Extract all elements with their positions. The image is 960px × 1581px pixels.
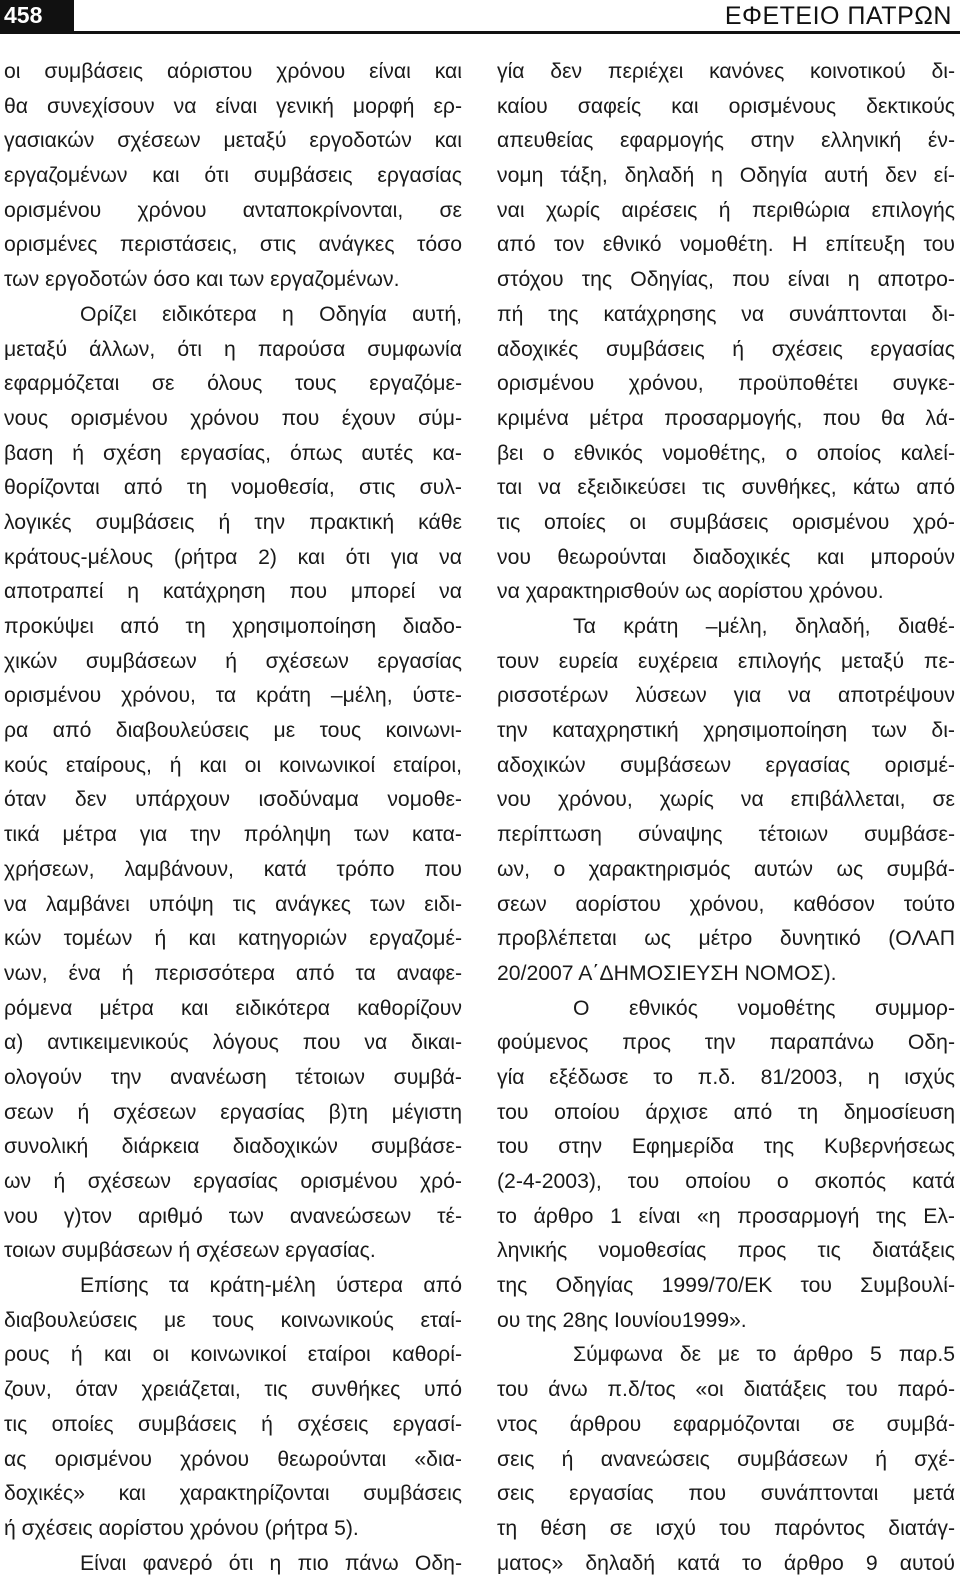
text-line: εφαρμόζεται σε όλους τους εργαζόμε- xyxy=(4,372,462,396)
text-line: σεων αορίστου χρόνου, καθόσον τούτο xyxy=(497,892,955,916)
text-line: τις οποίες συμβάσεις ή σχέσεις εργασί- xyxy=(4,1412,462,1436)
right-column xyxy=(497,55,955,1581)
text-line: αποτραπεί η κατάχρηση που μπορεί να xyxy=(4,580,462,604)
text-line: ρα από διαβουλεύσεις με τους κοινωνι- xyxy=(4,719,462,743)
text-line: Τα κράτη –μέλη, δηλαδή, διαθέ- xyxy=(573,615,955,638)
text-line: Είναι φανερό ότι η πιο πάνω Οδη- xyxy=(80,1551,462,1575)
text-line: Επίσης τα κράτη-μέλη ύστερα από xyxy=(80,1274,462,1298)
text-line: γία εξέδωσε το π.δ. 81/2003, η ισχύς xyxy=(497,1065,955,1089)
text-line: οι συμβάσεις αόριστου χρόνου είναι και xyxy=(4,60,462,83)
text-line: αδοχικές συμβάσεις ή σχέσεις εργασίας xyxy=(497,337,955,361)
text-line: τικά μέτρα για την πρόληψη των κατα- xyxy=(4,823,462,847)
text-line: του άνω π.δ/τος «οι διατάξεις του παρό- xyxy=(497,1378,955,1402)
text-line: ή σχέσεις αορίστου χρόνου (ρήτρα 5). xyxy=(4,1516,359,1540)
text-line: εργαζομένων και ότι συμβάσεις εργασίας xyxy=(4,164,462,188)
text-line: αδοχικών συμβάσεων εργασίας ορισμέ- xyxy=(497,753,955,777)
text-line: μεταξύ άλλων, ότι η παρούσα συμφωνία xyxy=(4,337,462,361)
header-rule xyxy=(0,31,960,34)
text-line: ας ορισμένου χρόνου θεωρούνται «δια- xyxy=(4,1447,462,1471)
text-line: δοχικές» και χαρακτηρίζονται συμβάσεις xyxy=(4,1482,462,1506)
text-line: ντος άρθρου εφαρμόζονται σε συμβά- xyxy=(497,1412,955,1436)
page-header xyxy=(0,0,960,40)
text-line: α) αντικειμενικούς λόγους που να δικαι- xyxy=(4,1031,462,1055)
text-line: λογικές συμβάσεις ή την πρακτική κάθε xyxy=(4,510,462,534)
text-line: γία δεν περιέχει κανόνες κοινοτικού δι- xyxy=(497,60,955,83)
text-line: γασιακών σχέσεων μεταξύ εργοδοτών και xyxy=(4,129,462,153)
text-line: φούμενος προς την παραπάνω Οδη- xyxy=(497,1031,955,1055)
text-line: να λαμβάνει υπόψη τις ανάγκες των ειδι- xyxy=(4,892,462,916)
text-line: Ο εθνικός νομοθέτης συμμορ- xyxy=(573,996,955,1020)
text-line: ορισμένου χρόνου, τα κράτη –μέλη, ύστε- xyxy=(4,684,462,708)
text-line: βει ο εθνικός νομοθέτης, ο οποίος καλεί- xyxy=(497,441,955,465)
text-line: ζουν, όταν χρειάζεται, τις συνθήκες υπό xyxy=(4,1378,462,1402)
text-line: Ορίζει ειδικότερα η Οδηγία αυτή, xyxy=(80,302,462,326)
text-line: ορισμένες περιστάσεις, στις ανάγκες τόσο xyxy=(4,233,462,257)
text-line: 20/2007 Α΄ΔΗΜΟΣΙΕΥΣΗ ΝΟΜΟΣ). xyxy=(497,961,837,985)
text-line: τις οποίες οι συμβάσεις ορισμένου χρό- xyxy=(497,510,955,534)
text-line: νομη τάξη, δηλαδή η Οδηγία αυτή δεν εί- xyxy=(497,164,955,188)
text-line: από τον εθνικό νομοθέτη. Η επίτευξη του xyxy=(497,233,955,257)
text-line: νου γ)τον αριθμό των ανανεώσεων τέ- xyxy=(4,1204,462,1228)
left-column xyxy=(4,55,462,1581)
text-line: ων, ο χαρακτηρισμός αυτών ως συμβά- xyxy=(497,857,955,881)
text-line: ται να εξειδικεύσει τις συνθήκες, κάτω από xyxy=(497,476,955,500)
text-line: σεων ή σχέσεων εργασίας β)τη μέγιστη xyxy=(4,1100,462,1124)
text-line: κράτους-μέλους (ρήτρα 2) και ότι για να xyxy=(4,545,462,569)
text-line: διαβουλεύσεις με τους κοινωνικούς εταί- xyxy=(4,1308,462,1332)
text-line: ου της 28ης Ιουνίου1999». xyxy=(497,1308,747,1332)
text-line: την καταχρηστική χρησιμοποίηση των δι- xyxy=(497,719,955,743)
text-line: νους ορισμένου χρόνου που έχουν σύμ- xyxy=(4,406,462,430)
text-line: σεις εργασίας που συνάπτονται μετά xyxy=(497,1482,955,1506)
text-line: προβλέπεται ως μέτρο δυνητικό (ΟΛΑΠ xyxy=(497,927,955,951)
text-line: κών τομέων ή και κατηγοριών εργαζομέ- xyxy=(4,927,462,951)
running-head: ΕΦΕΤΕΙΟ ΠΑΤΡΩΝ xyxy=(724,2,952,30)
text-line: κριμένα μέτρα προσαρμογής, που θα λά- xyxy=(497,406,955,430)
text-line: τουν ευρεία ευχέρεια επιλογής μεταξύ πε- xyxy=(497,649,955,673)
text-line: τη θέση σε ισχύ του παρόντος διατάγ- xyxy=(497,1516,955,1540)
text-line: τοιων συμβάσεων ή σχέσεων εργασίας. xyxy=(4,1239,376,1263)
text-line: θορίζονται από τη νομοθεσία, στις συλ- xyxy=(4,476,462,500)
text-line: προκύψει από τη χρησιμοποίηση διαδο- xyxy=(4,615,462,638)
text-line: συνολική διάρκεια διαδοχικών συμβάσε- xyxy=(4,1135,462,1159)
text-line: του οποίου άρχισε από τη δημοσίευση xyxy=(497,1100,955,1124)
text-line: χικών συμβάσεων ή σχέσεων εργασίας xyxy=(4,649,462,673)
text-line: ρόμενα μέτρα και ειδικότερα καθορίζουν xyxy=(4,996,462,1020)
text-line: περίπτωση σύναψης τέτοιων συμβάσε- xyxy=(497,823,955,847)
text-line: των εργοδοτών όσο και των εργαζομένων. xyxy=(4,268,400,292)
text-line: νου θεωρούνται διαδοχικές και μπορούν xyxy=(497,545,955,569)
text-line: ρισσοτέρων λύσεων για να αποτρέψουν xyxy=(497,684,955,708)
text-line: χρήσεων, λαμβάνουν, κατά τρόπο που xyxy=(4,857,462,881)
text-line: ορισμένου χρόνου ανταποκρίνονται, σε xyxy=(4,198,462,222)
text-line: βαση ή σχέση εργασίας, όπως αυτές κα- xyxy=(4,441,462,465)
text-line: απευθείας εφαρμογής στην ελληνική έν- xyxy=(497,129,955,153)
text-line: ολογούν την ανανέωση τέτοιων συμβά- xyxy=(4,1065,462,1089)
text-line: το άρθρο 1 είναι «η προσαρμογή της Ελ- xyxy=(497,1204,955,1228)
page-number: 458 xyxy=(0,0,74,31)
text-line: κούς εταίρους, ή και οι κοινωνικοί εταίροι, xyxy=(4,753,462,777)
text-line: ων ή σχέσεων εργασίας ορισμένου χρό- xyxy=(4,1170,462,1193)
text-line: της Οδηγίας 1999/70/ΕΚ του Συμβουλί- xyxy=(497,1274,955,1298)
text-line: νων, ένα ή περισσότερα από τα αναφε- xyxy=(4,961,462,985)
text-line: ναι χωρίς αιρέσεις ή περιθώρια επιλογής xyxy=(497,198,955,222)
text-line: νου χρόνου, χωρίς να επιβάλλεται, σε xyxy=(497,788,955,812)
text-line: να χαρακτηρισθούν ως αορίστου χρόνου. xyxy=(497,580,884,604)
text-line: ρους ή και οι κοινωνικοί εταίροι καθορί- xyxy=(4,1343,462,1367)
text-line: Σύμφωνα δε με το άρθρο 5 παρ.5 xyxy=(573,1343,955,1367)
text-line: όταν δεν υπάρχουν ισοδύναμα νομοθε- xyxy=(4,788,462,812)
text-line: σεις ή ανανεώσεις συμβάσεων ή σχέ- xyxy=(497,1447,955,1471)
text-line: (2-4-2003), του οποίου ο σκοπός κατά xyxy=(497,1170,955,1193)
text-line: ορισμένου χρόνου, προϋποθέτει συγκε- xyxy=(497,372,955,396)
text-line: θα συνεχίσουν να είναι γενική μορφή ερ- xyxy=(4,94,462,118)
text-line: στόχου της Οδηγίας, που είναι η αποτρο- xyxy=(497,268,955,292)
text-line: ματος» δηλαδή κατά το άρθρο 9 αυτού xyxy=(497,1551,955,1575)
text-line: του στην Εφημερίδα της Κυβερνήσεως xyxy=(497,1135,955,1159)
text-line: καίου σαφείς και ορισμένους δεκτικούς xyxy=(497,94,955,118)
text-line: πή της κατάχρησης να συνάπτονται δι- xyxy=(497,302,955,326)
text-line: ληνικής νομοθεσίας προς τις διατάξεις xyxy=(497,1239,955,1263)
